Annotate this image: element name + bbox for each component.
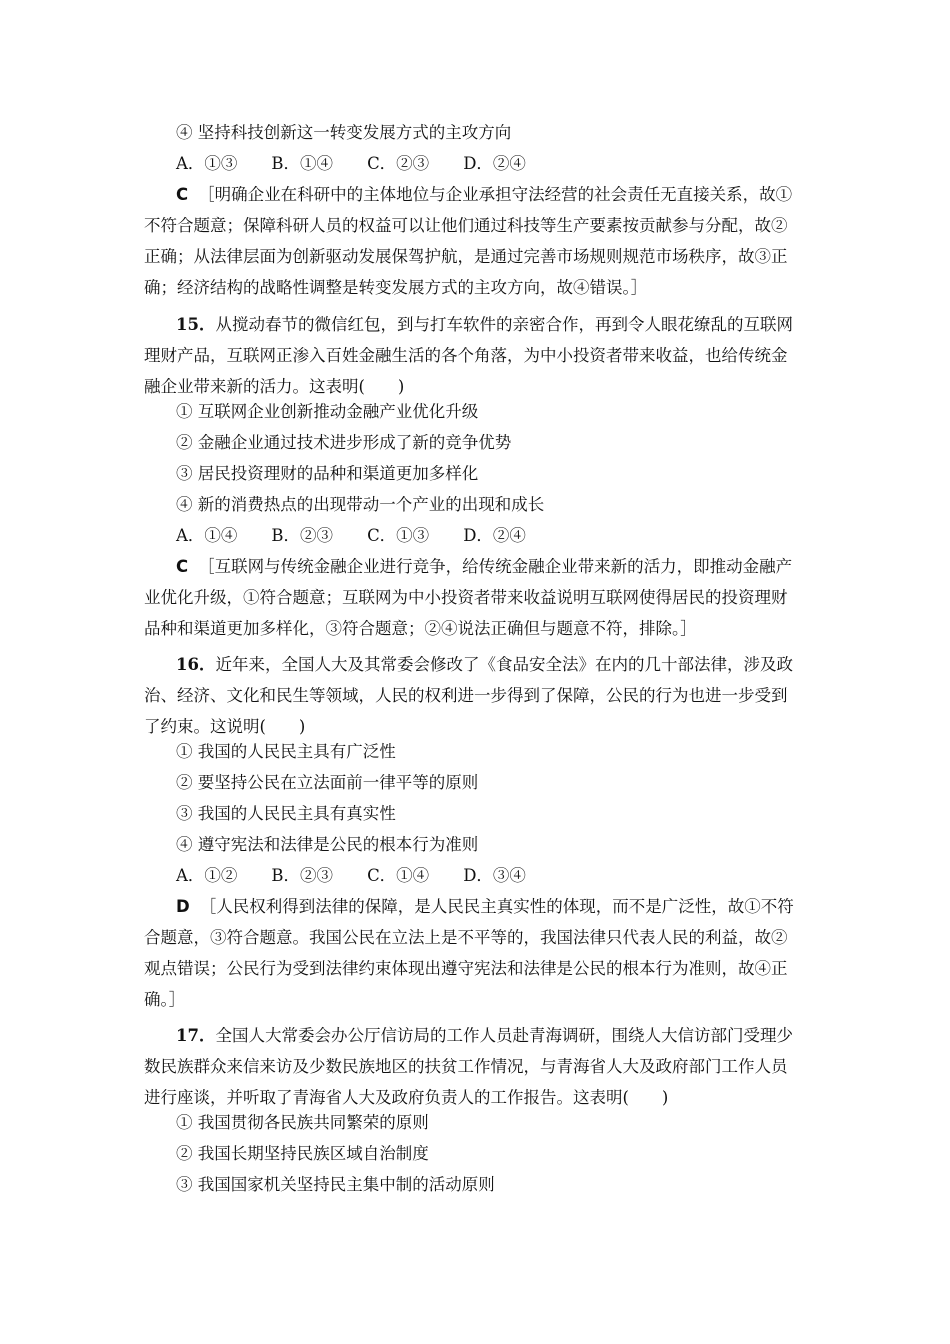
q17-option-1: ① 我国贯彻各民族共同繁荣的原则 — [176, 1113, 429, 1132]
q14-choice-b: B．①④ — [271, 154, 334, 173]
q16-stem-1: 近年来，全国人大及其常委会修改了《食品安全法》在内的几十部法律，涉及政 — [215, 655, 793, 674]
q17-stem-2: 数民族群众来信来访及少数民族地区的扶贫工作情况，与青海省人大及政府部门工作人员 — [144, 1057, 788, 1076]
q17-option-3: ③ 我国国家机关坚持民主集中制的活动原则 — [176, 1175, 495, 1194]
q14-answer-line-1 — [176, 185, 846, 205]
q15-explanation-3: 品种和渠道更加多样化，③符合题意；②④说法正确但与题意不符，排除。］ — [144, 619, 697, 638]
q15-option-1: ① 互联网企业创新推动金融产业优化升级 — [176, 402, 479, 421]
q16-answer-line-1 — [176, 897, 846, 917]
q15-explanation-2: 业优化升级，①符合题意；互联网为中小投资者带来收益说明互联网使得居民的投资理财 — [144, 588, 788, 607]
q14-explanation-3: 正确；从法律层面为创新驱动发展保驾护航，是通过完善市场规则规范市场秩序，故③正 — [144, 247, 788, 266]
q14-answer-key: C — [176, 185, 189, 204]
q16-choices — [176, 866, 846, 886]
q16-stem-line-1 — [176, 655, 846, 675]
q15-stem-2: 理财产品，互联网正渗入百姓金融生活的各个角落，为中小投资者带来收益，也给传统金 — [144, 346, 788, 365]
q15-choice-c: C．①③ — [367, 526, 430, 545]
q16-stem-2: 治、经济、文化和民生等领域，人民的权利进一步得到了保障，公民的行为也进一步受到 — [144, 686, 788, 705]
q16-choice-b: B．②③ — [271, 866, 334, 885]
q16-stem-3: 了约束。这说明( ) — [144, 717, 306, 736]
q17-stem-line-1 — [176, 1026, 846, 1046]
q17-option-2: ② 我国长期坚持民族区域自治制度 — [176, 1144, 429, 1163]
q16-explanation-4: 确。］ — [144, 990, 186, 1009]
q16-option-3: ③ 我国的人民民主具有真实性 — [176, 804, 396, 823]
q17-stem-1: 全国人大常委会办公厅信访局的工作人员赴青海调研，围绕人大信访部门受理少 — [215, 1026, 793, 1045]
q16-choice-d: D．③④ — [463, 866, 526, 885]
q15-choices — [176, 526, 846, 546]
q16-option-1: ① 我国的人民民主具有广泛性 — [176, 742, 396, 761]
q17-number: 17． — [176, 1026, 216, 1045]
q15-stem-3: 融企业带来新的活力。这表明( ) — [144, 377, 405, 396]
q15-answer-line-1 — [176, 557, 846, 577]
q16-explanation-3: 观点错误；公民行为受到法律约束体现出遵守宪法和法律是公民的根本行为准则，故④正 — [144, 959, 788, 978]
q14-explanation-2: 不符合题意；保障科研人员的权益可以让他们通过科技等生产要素按贡献参与分配，故② — [144, 216, 788, 235]
q16-explanation-2: 合题意，③符合题意。我国公民在立法上是不平等的，我国法律只代表人民的利益，故② — [144, 928, 788, 947]
q16-choice-a: A．①② — [176, 866, 238, 885]
q17-stem-3: 进行座谈，并听取了青海省人大及政府负责人的工作报告。这表明( ) — [144, 1088, 669, 1107]
q15-stem-1: 从搅动春节的微信红包，到与打车软件的亲密合作，再到令人眼花缭乱的互联网 — [215, 315, 793, 334]
q16-explanation-1: ［人民权利得到法律的保障，是人民民主真实性的体现，而不是广泛性，故①不符 — [199, 897, 794, 916]
q16-answer-key: D — [176, 897, 190, 916]
q15-choice-d: D．②④ — [463, 526, 526, 545]
q15-answer-key: C — [176, 557, 189, 576]
q15-number: 15． — [176, 315, 216, 334]
q16-option-4: ④ 遵守宪法和法律是公民的根本行为准则 — [176, 835, 479, 854]
q14-choice-a: A．①③ — [176, 154, 238, 173]
q14-explanation-4: 确；经济结构的战略性调整是转变发展方式的主攻方向，故④错误。］ — [144, 278, 648, 297]
q14-option-4: ④ 坚持科技创新这一转变发展方式的主攻方向 — [176, 123, 512, 142]
q15-explanation-1: ［互联网与传统金融企业进行竞争，给传统金融企业带来新的活力，即推动金融产 — [198, 557, 793, 576]
q16-choice-c: C．①④ — [367, 866, 430, 885]
q15-option-2: ② 金融企业通过技术进步形成了新的竞争优势 — [176, 433, 512, 452]
q14-choices — [176, 154, 846, 174]
q16-option-2: ② 要坚持公民在立法面前一律平等的原则 — [176, 773, 479, 792]
q14-choice-d: D．②④ — [463, 154, 526, 173]
q16-number: 16． — [176, 655, 216, 674]
q14-explanation-1: ［明确企业在科研中的主体地位与企业承担守法经营的社会责任无直接关系，故① — [198, 185, 793, 204]
q14-choice-c: C．②③ — [367, 154, 430, 173]
q15-choice-b: B．②③ — [271, 526, 334, 545]
q15-stem-line-1 — [176, 315, 846, 335]
q15-option-4: ④ 新的消费热点的出现带动一个产业的出现和成长 — [176, 495, 545, 514]
q15-choice-a: A．①④ — [176, 526, 238, 545]
q15-option-3: ③ 居民投资理财的品种和渠道更加多样化 — [176, 464, 479, 483]
